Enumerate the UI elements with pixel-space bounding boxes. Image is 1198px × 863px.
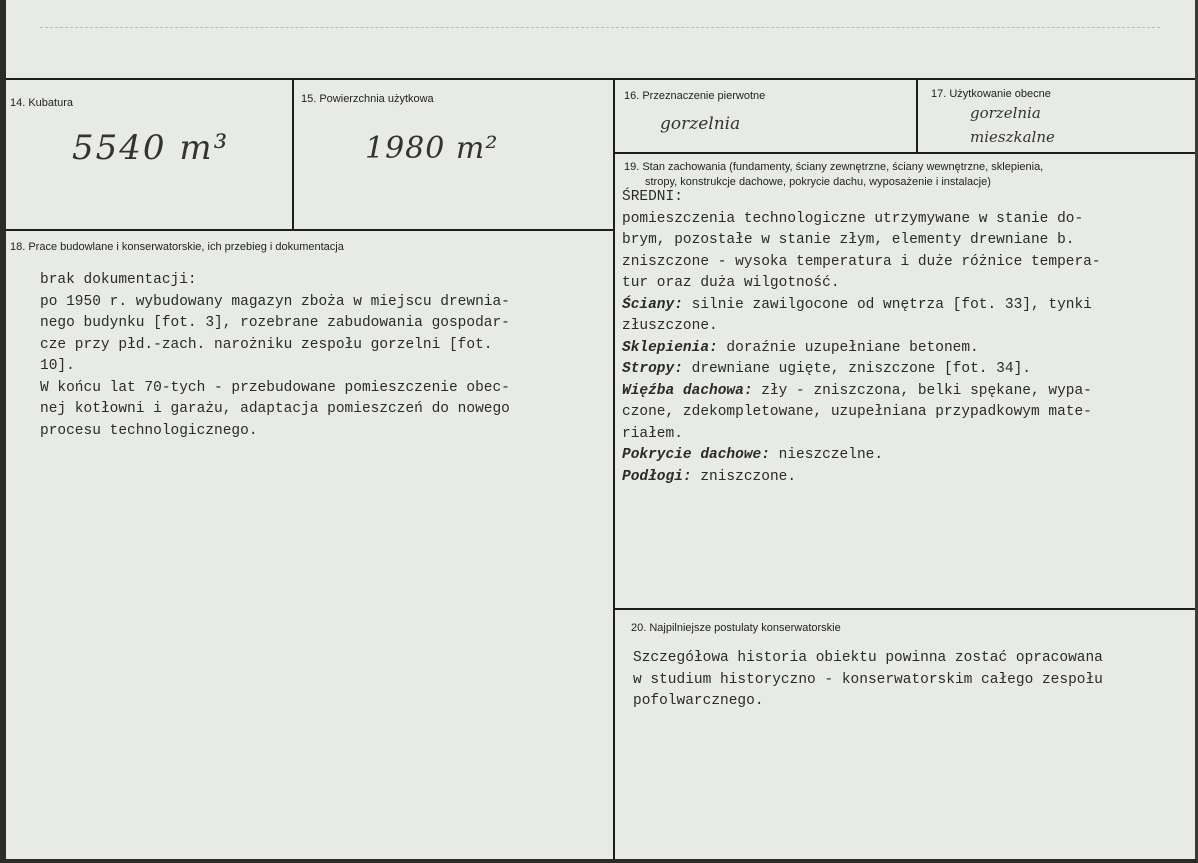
field-19-description: doraźnie uzupełniane betonem. <box>717 339 979 356</box>
top-divider <box>40 27 1160 28</box>
field-19-line <box>622 338 1101 360</box>
grid-line-v2 <box>613 80 615 860</box>
field-15-label: 15. Powierzchnia użytkowa <box>301 93 434 105</box>
field-19-label-line-1: 19. Stan zachowania (fundamenty, ściany zewnętrzne, ściany wewnętrzne, sklepienia, <box>624 161 1044 173</box>
field-19-description: ŚREDNI: <box>622 189 683 205</box>
field-20-line: Szczegółowa historia obiektu powinna zostać opracowana <box>633 650 1103 666</box>
field-18-line: nej kotłowni i garażu, adaptacja pomieszczeń do nowego <box>40 401 510 417</box>
field-19-text <box>622 187 1101 488</box>
field-19-line <box>622 467 1101 489</box>
field-19-description: brym, pozostałe w stanie złym, elementy drewniane b. <box>622 232 1075 248</box>
field-19-term: Pokrycie dachowe: <box>622 447 770 463</box>
field-19-line <box>622 230 1101 252</box>
field-20-line: pofolwarcznego. <box>633 693 764 709</box>
field-19-description: zniszczone - wysoka temperatura i duże różnice tempera- <box>622 253 1101 270</box>
field-19-line <box>622 209 1101 231</box>
field-17-value-1: gorzelnia <box>970 104 1041 122</box>
field-19-label-line-2: stropy, konstrukcje dachowe, pokrycie dachu, wyposażenie i instalacje) <box>645 176 991 188</box>
field-19-line <box>622 295 1101 317</box>
field-17-label: 17. Użytkowanie obecne <box>931 88 1051 100</box>
field-19-description: tur oraz duża wilgotność. <box>622 275 840 291</box>
field-19-line <box>622 445 1101 467</box>
field-19-line <box>622 359 1101 381</box>
field-19-description: zły - zniszczona, belki spękane, wypa- <box>752 382 1092 399</box>
field-19-description: nieszczelne. <box>769 447 884 463</box>
field-19-line <box>622 316 1101 338</box>
field-19-term: Ściany: <box>622 296 683 313</box>
field-19-term: Stropy: <box>622 361 683 377</box>
field-18-text <box>40 270 510 442</box>
field-20-text <box>633 648 1103 713</box>
grid-line-left-mid <box>6 229 614 231</box>
field-18-line: cze przy płd.-zach. narożniku zespołu gorzelni [fot. <box>40 336 493 353</box>
field-19-term: Więźba dachowa: <box>622 382 753 399</box>
field-19-description: zniszczone. <box>691 468 797 485</box>
field-19-line <box>622 187 1101 209</box>
field-19-description: riałem. <box>622 425 683 442</box>
field-19-description: złuszczone. <box>622 318 718 334</box>
field-19-line <box>622 381 1101 403</box>
field-18-label: 18. Prace budowlane i konserwatorskie, ich przebieg i dokumentacja <box>10 241 344 253</box>
field-16-label: 16. Przeznaczenie pierwotne <box>624 90 766 102</box>
field-19-description: pomieszczenia technologiczne utrzymywane w stanie do- <box>622 210 1084 227</box>
grid-line-top <box>6 78 1195 80</box>
field-20-label: 20. Najpilniejsze postulaty konserwatorskie <box>631 622 841 634</box>
field-19-line <box>622 402 1101 424</box>
field-18-line: nego budynku [fot. 3], rozebrane zabudowania gospodar- <box>40 315 510 331</box>
field-17-value-2: mieszkalne <box>970 128 1055 146</box>
field-18-line: po 1950 r. wybudowany magazyn zboża w miejscu drewnia- <box>40 293 510 310</box>
grid-line-right-upper <box>614 152 1195 154</box>
grid-line-right-lower <box>614 608 1195 610</box>
field-19-term: Podłogi: <box>622 468 692 485</box>
field-19-line <box>622 424 1101 446</box>
grid-line-v1 <box>292 80 294 230</box>
field-19-line <box>622 252 1101 274</box>
card-edge-bottom <box>0 859 1198 863</box>
field-18-line: procesu technologicznego. <box>40 422 258 439</box>
grid-line-v3 <box>916 80 918 153</box>
field-18-line: W końcu lat 70-tych - przebudowane pomieszczenie obec- <box>40 379 510 396</box>
field-18-line: brak dokumentacji: <box>40 272 197 288</box>
field-15-value: 1980 m² <box>365 131 499 166</box>
field-14-value: 5540 m³ <box>72 128 230 168</box>
field-20-line: w studium historyczno - konserwatorskim całego zespołu <box>633 671 1103 688</box>
field-16-value: gorzelnia <box>660 114 741 134</box>
field-19-line <box>622 273 1101 295</box>
field-19-description: silnie zawilgocone od wnętrza [fot. 33], tynki <box>682 296 1092 313</box>
field-19-description: drewniane ugięte, zniszczone [fot. 34]. <box>682 361 1031 377</box>
field-19-description: czone, zdekompletowane, uzupełniana przypadkowym mate- <box>622 404 1092 420</box>
field-19-term: Sklepienia: <box>622 339 718 356</box>
field-14-label: 14. Kubatura <box>10 97 73 109</box>
field-18-line: 10]. <box>40 358 75 374</box>
card-edge-left <box>0 0 6 863</box>
